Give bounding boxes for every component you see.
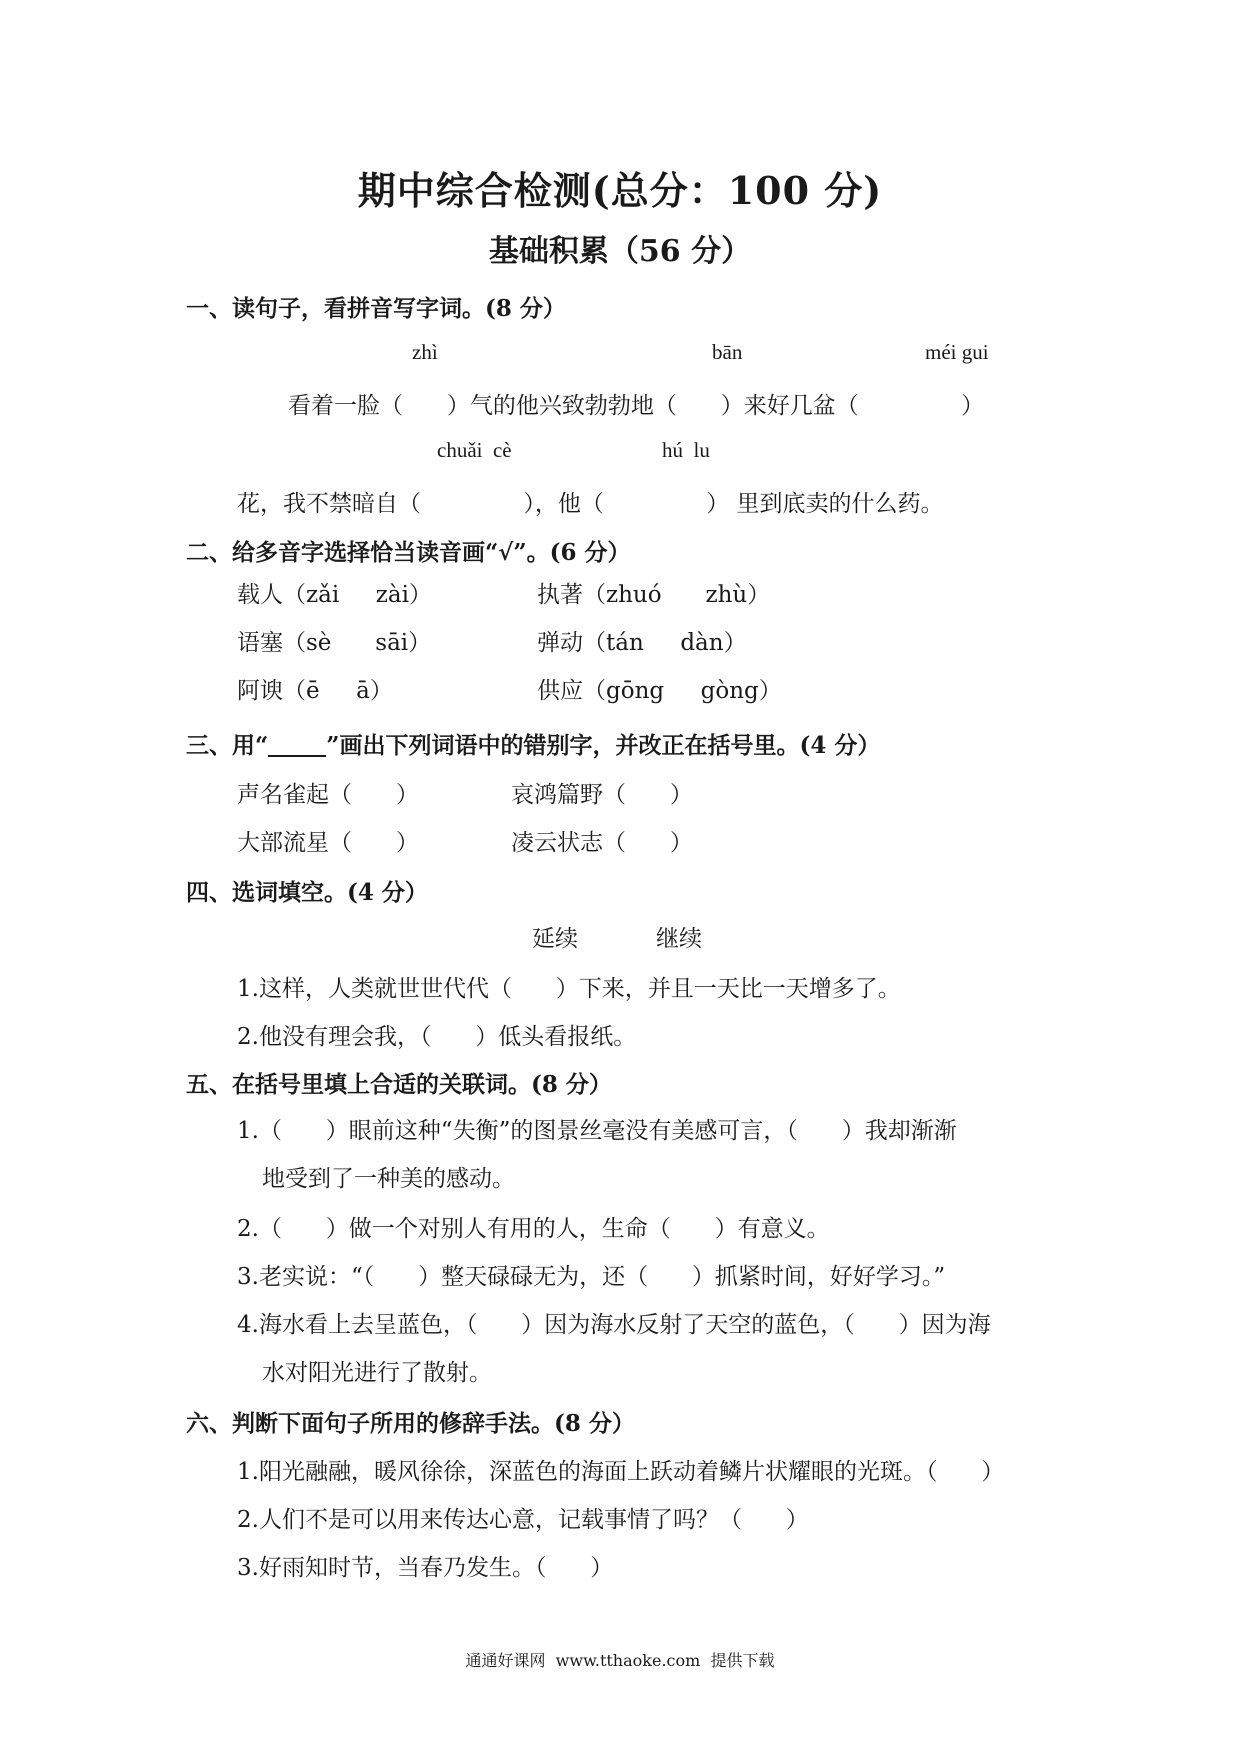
pinyin-chuaice: chuǎi cè [437,438,512,462]
pinyin-hulu: hú lu [662,438,710,462]
section-5-question-1: 1.（ ）眼前这种“失衡”的图景丝毫没有美感可言，（ ）我却渐渐 [237,1118,957,1144]
typo-item: 声名雀起（ ） [237,782,419,808]
page-subtitle: 基础积累（56 分） [488,234,752,269]
section-5-question-4-cont: 水对阳光进行了散射。 [262,1360,492,1386]
section-6-question-3: 3.好雨知时节，当春乃发生。（ ） [237,1555,614,1581]
section-3-heading [186,727,880,760]
page-footer: 通通好课网 www.tthaoke.com 提供下载 [465,1651,775,1670]
section-6-question-1: 1.阳光融融，暖风徐徐，深蓝色的海面上跃动着鳞片状耀眼的光斑。（ ） [237,1459,1005,1485]
polyphone-item: 供应（gōng gòng） [537,678,782,704]
polyphone-item: 阿谀（ē ā） [237,678,393,704]
section-4-heading: 四、选词填空。(4 分） [186,879,428,906]
polyphone-item: 弹动（tán dàn） [537,630,747,656]
section-4-question-2: 2.他没有理会我，（ ）低头看报纸。 [237,1024,637,1050]
typo-item: 凌云状志（ ） [511,830,693,856]
section-3-heading-post: ”画出下列词语中的错别字，并改正在括号里。(4 分） [326,732,881,759]
word-choice: 延续 [532,926,578,952]
section-5-question-1-cont: 地受到了一种美的感动。 [262,1166,515,1192]
underline-mark [268,735,326,757]
section-3-heading-pre: 三、用“ [186,732,269,759]
typo-item: 大部流星（ ） [237,830,419,856]
section-5-question-2: 2.（ ）做一个对别人有用的人，生命（ ）有意义。 [237,1216,830,1242]
section-6-heading: 六、判断下面句子所用的修辞手法。(8 分） [186,1410,635,1437]
section-1-line-1: 看着一脸（ ）气的他兴致勃勃地（ ）来好几盆（ ） [288,393,985,419]
section-1-heading: 一、读句子，看拼音写字词。(8 分） [186,295,566,322]
section-5-heading: 五、在括号里填上合适的关联词。(8 分） [186,1071,612,1098]
pinyin-ban: bān [712,340,743,364]
pinyin-zhi: zhì [412,340,438,364]
word-choice: 继续 [656,926,702,952]
polyphone-item: 载人（zǎi zài） [237,582,432,608]
polyphone-item: 语塞（sè sāi） [237,630,432,656]
section-2-heading: 二、给多音字选择恰当读音画“√”。(6 分） [186,539,631,566]
page-title: 期中综合检测(总分：100 分) [357,168,883,213]
section-1-line-2: 花，我不禁暗自（ ），他（ ） 里到底卖的什么药。 [237,491,944,517]
typo-item: 哀鸿篇野（ ） [511,782,693,808]
section-5-question-3: 3.老实说：“（ ）整天碌碌无为，还（ ）抓紧时间，好好学习。” [237,1264,946,1290]
polyphone-item: 执著（zhuó zhù） [537,582,771,608]
section-5-question-4: 4.海水看上去呈蓝色，（ ）因为海水反射了天空的蓝色，（ ）因为海 [237,1312,991,1338]
section-4-question-1: 1.这样，人类就世世代代（ ）下来，并且一天比一天增多了。 [237,976,901,1002]
pinyin-meigui: méi gui [925,340,989,364]
section-6-question-2: 2.人们不是可以用来传达心意，记载事情了吗？（ ） [237,1507,809,1533]
